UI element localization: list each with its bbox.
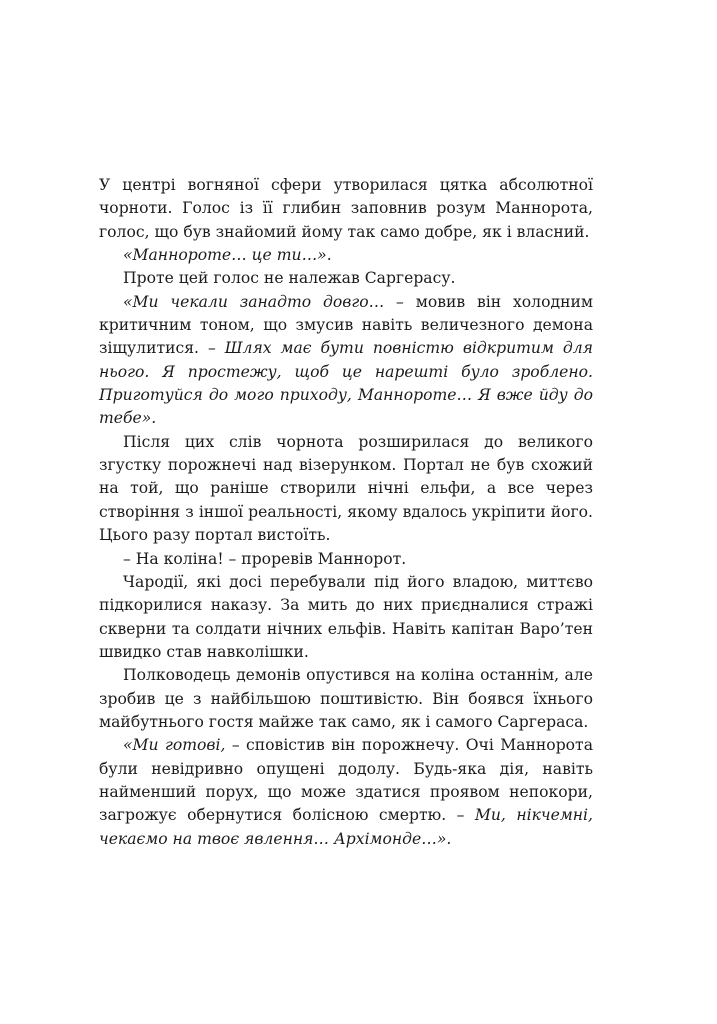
paragraph-6 — [99, 548, 593, 571]
paragraph-7 — [99, 571, 593, 664]
paragraph-4-italic-text-a: «Ми чекали занадто довго… — [123, 292, 385, 311]
paragraph-2 — [99, 244, 593, 267]
paragraph-3-text: Проте цей голос не належав Саргерасу. — [123, 269, 456, 288]
paragraph-5 — [99, 431, 593, 548]
paragraph-5-text: Після цих слів чорнота розширилася до великого згустку порожнечі над візерунком. Портал не був схожий на той, що раніше створили нічні ельфи, а все через створіння з іншої реальності, якому вдалось укріпити його. Цього разу портал вистоїть. — [99, 432, 593, 545]
paragraph-4-text: – мовив він холодним критичним тоном, що змусив навіть величезного демона зіщулитися. – — [99, 292, 593, 358]
book-page-text — [99, 174, 593, 851]
paragraph-6-text: – На коліна! – проревів Маннорот. — [123, 549, 407, 568]
paragraph-3 — [99, 267, 593, 290]
paragraph-9-italic-text-b: Ми, нікчемні, чекаємо на твоє явлення… Архімонде…». — [99, 806, 593, 848]
paragraph-9-italic-text-a: «Ми готові, — [123, 736, 226, 755]
paragraph-1 — [99, 174, 593, 244]
paragraph-1-text: У центрі вогняної сфери утворилася цятка абсолютної чорноти. Голос із її глибин заповнив розум Маннорота, голос, що був знайомий йому так само добре, як і власний. — [99, 176, 593, 241]
paragraph-9-text: – сповістив він порожнечу. Очі Маннорота були невідривно опущені додолу. Будь-яка дія, навіть найменший порух, що може здатися проявом непокори, загрожує обернутися болісною смертю. – — [99, 736, 593, 825]
paragraph-2-italic-text: «Манноротe… це ти…». — [123, 246, 332, 265]
paragraph-4-italic-text-b: Шлях має бути повністю відкритим для нього. Я простежу, щоб це нарешті було зроблено. Приготуйся до мого приходу, Манноротe… Я вже йду до тебе». — [99, 339, 593, 428]
paragraph-8-text: Полководець демонів опустився на коліна останнім, але зробив це з найбільшою поштивістю. Він боявся їхнього майбутнього гостя майже так само, як і самого Саргераса. — [99, 666, 593, 731]
paragraph-8 — [99, 664, 593, 734]
paragraph-9 — [99, 734, 593, 851]
paragraph-4 — [99, 291, 593, 431]
paragraph-7-text: Чародії, які досі перебували під його владою, миттєво підкорилися наказу. За мить до них приєдналися стражі скверни та солдати нічних ельфів. Навіть капітан Варо’тен швидко став навколішки. — [99, 572, 593, 661]
